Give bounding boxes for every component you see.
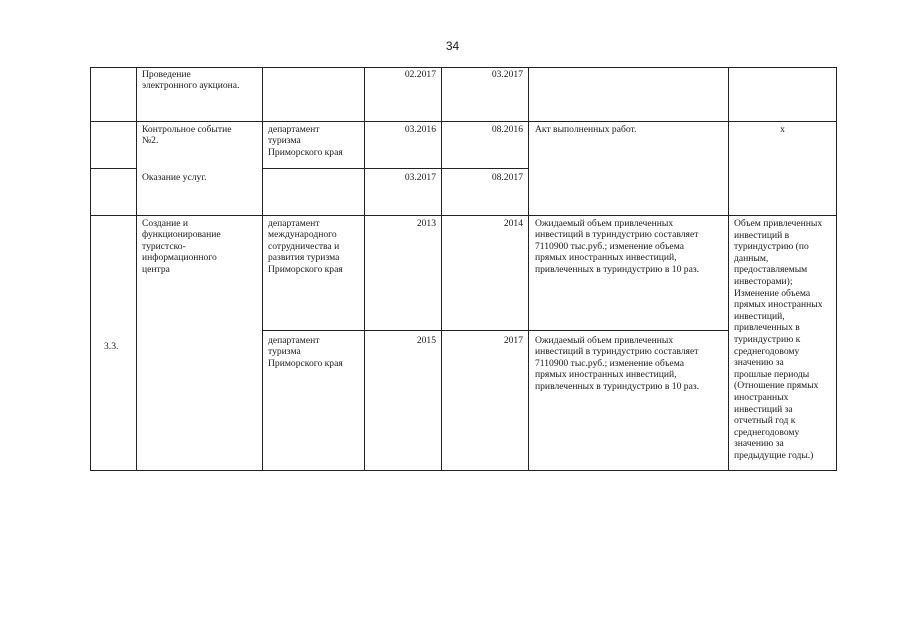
row-divider — [262, 330, 728, 331]
center-start-date-1: 2013 — [416, 218, 436, 229]
control-result-cell: Акт выполненных работ. — [535, 124, 637, 135]
row-divider — [90, 168, 136, 169]
center-result-2-cell: Ожидаемый объем привлеченных инвестиций в туриндустрию составляет 7110900 тыс.руб.; изменение объема прямых иностранных инвестиций, привлеченных в туриндустрию в 10 раз. — [535, 335, 700, 392]
services-start-date: 03.2017 — [404, 172, 436, 183]
row-divider — [90, 121, 836, 122]
page-number: 34 — [445, 39, 460, 53]
row-divider — [90, 215, 836, 216]
auction-start-date: 02.2017 — [404, 69, 436, 80]
control-end-date: 08.2016 — [491, 124, 523, 135]
center-end-date-1: 2014 — [503, 218, 523, 229]
center-indicator-cell: Объем привлеченных инвестиций в туриндустрию (по данным, предоставляемым инвесторами); Изменение объема прямых иностранных инвестиций, привлеченных в туриндустрию к среднегодовому значению за прошлые периоды (Отношение прямых иностранных инвестиций за отчетный год к среднегодовому значению за предыдущие годы.) — [734, 218, 823, 461]
auction-end-date: 03.2017 — [491, 69, 523, 80]
column-divider — [364, 67, 365, 471]
table-top-border — [90, 67, 836, 68]
table-left-border — [90, 67, 91, 471]
column-divider — [528, 67, 529, 471]
services-end-date: 08.2017 — [491, 172, 523, 183]
column-divider — [262, 67, 263, 471]
column-divider — [441, 67, 442, 471]
center-end-date-2: 2017 — [503, 335, 523, 346]
control-indicator-cell: х — [780, 124, 785, 135]
control-event-cell: Контрольное событие №2. — [142, 124, 232, 147]
center-executor-1-cell: департамент международного сотрудничества и развития туризма Приморского края — [268, 218, 343, 275]
row-divider — [262, 168, 528, 169]
services-event-cell: Оказание услуг. — [142, 172, 207, 183]
center-event-cell: Создание и функционирование туристско- информационного центра — [142, 218, 221, 275]
table-right-border — [836, 67, 837, 471]
auction-event-cell: Проведение электронного аукциона. — [142, 69, 240, 92]
control-executor-cell: департамент туризма Приморского края — [268, 124, 343, 158]
center-row-number: 3.3. — [104, 341, 119, 352]
center-executor-2-cell: департамент туризма Приморского края — [268, 335, 343, 369]
center-result-1-cell: Ожидаемый объем привлеченных инвестиций в туриндустрию составляет 7110900 тыс.руб.; изменение объема прямых иностранных инвестиций, привлеченных в туриндустрию в 10 раз. — [535, 218, 700, 275]
table-bottom-border — [90, 470, 836, 471]
center-start-date-2: 2015 — [416, 335, 436, 346]
column-divider — [136, 67, 137, 471]
control-start-date: 03.2016 — [404, 124, 436, 135]
